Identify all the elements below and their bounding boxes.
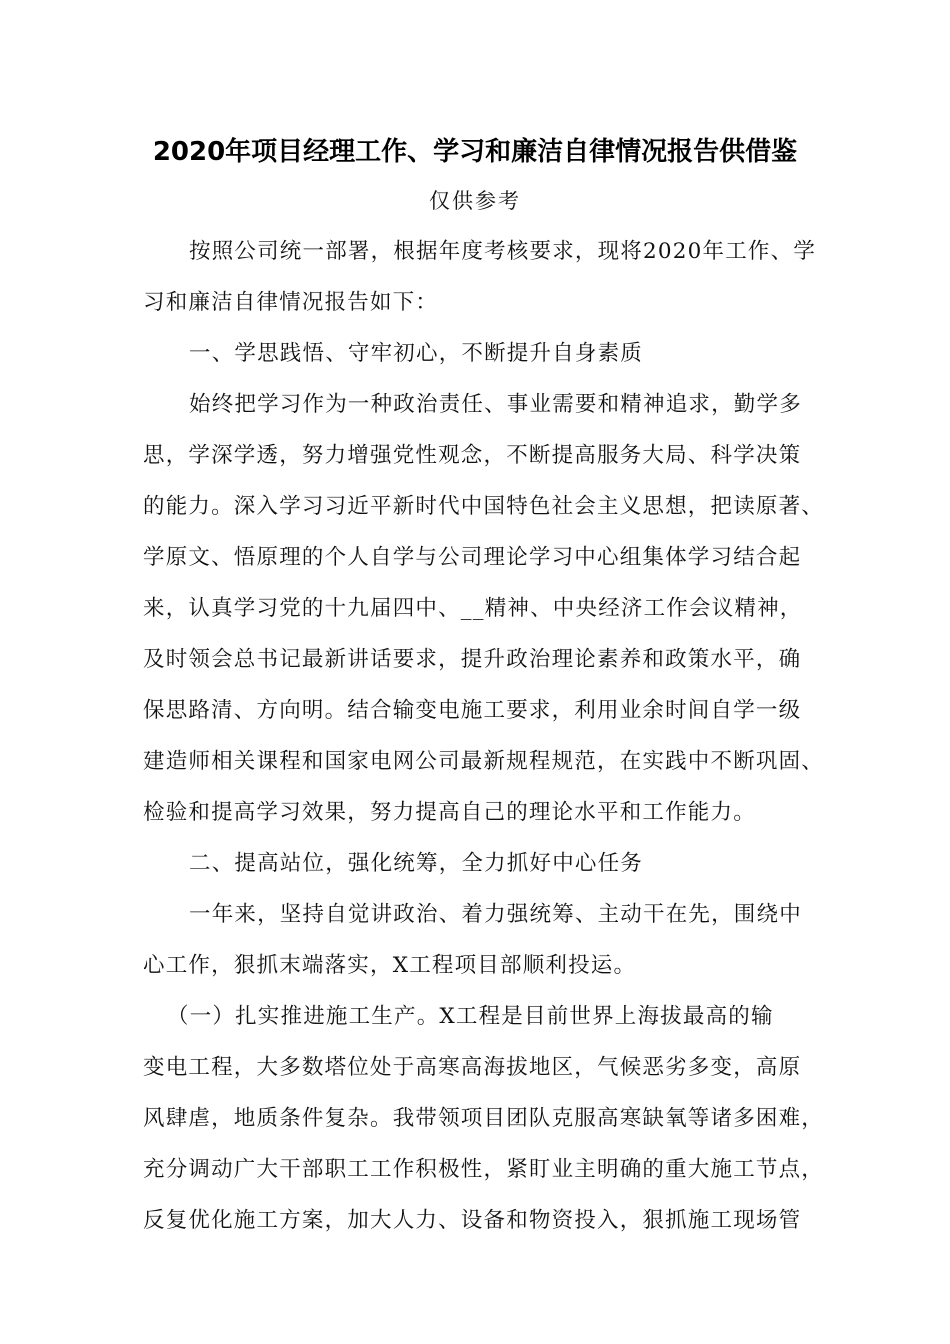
paragraph-line: 充分调动广大干部职工工作积极性，紧盯业主明确的重大施工节点， [143,1157,825,1182]
paragraph-line: 保思路清、方向明。结合输变电施工要求，利用业余时间自学一级 [143,698,802,723]
section-heading: 一、学思践悟、守牢初心，不断提升自身素质 [189,341,644,366]
document-title: 2020年项目经理工作、学习和廉洁自律情况报告供借鉴 [152,137,798,167]
paragraph-line: 思，学深学透，努力增强党性观念，不断提高服务大局、科学决策 [143,443,802,468]
paragraph-line: 反复优化施工方案，加大人力、设备和物资投入，狠抓施工现场管 [143,1208,802,1233]
paragraph-line: 的能力。深入学习习近平新时代中国特色社会主义思想，把读原著、 [143,494,825,519]
paragraph-line: 检验和提高学习效果，努力提高自己的理论水平和工作能力。 [143,800,756,825]
paragraph-line: 按照公司统一部署，根据年度考核要求，现将2020年工作、学 [189,239,817,264]
paragraph-line: 来，认真学习党的十九届四中、__精神、中央经济工作会议精神， [143,596,803,621]
paragraph-line: 学原文、悟原理的个人自学与公司理论学习中心组集体学习结合起 [143,545,802,570]
paragraph-line: 建造师相关课程和国家电网公司最新规程规范，在实践中不断巩固、 [143,749,825,774]
paragraph-line: 及时领会总书记最新讲话要求，提升政治理论素养和政策水平，确 [143,647,802,672]
document-body [143,230,825,1250]
paragraph-line: 风肆虐，地质条件复杂。我带领项目团队克服高寒缺氧等诸多困难， [143,1106,825,1131]
document-subtitle: 仅供参考 [429,189,521,213]
section-heading: 二、提高站位，强化统筹，全力抓好中心任务 [189,851,644,876]
paragraph-line: 变电工程，大多数塔位处于高寒高海拔地区，气候恶劣多变，高原 [143,1055,802,1080]
paragraph-line: 一年来，坚持自觉讲政治、着力强统筹、主动干在先，围绕中 [189,902,802,927]
paragraph-line: 始终把学习作为一种政治责任、事业需要和精神追求，勤学多 [189,392,802,417]
paragraph-line: 心工作，狠抓末端落实，X工程项目部顺利投运。 [143,953,637,978]
subsection-heading: （一）扎实推进施工生产。X工程是目前世界上海拔最高的输 [167,1004,774,1029]
paragraph-line: 习和廉洁自律情况报告如下： [143,290,439,315]
